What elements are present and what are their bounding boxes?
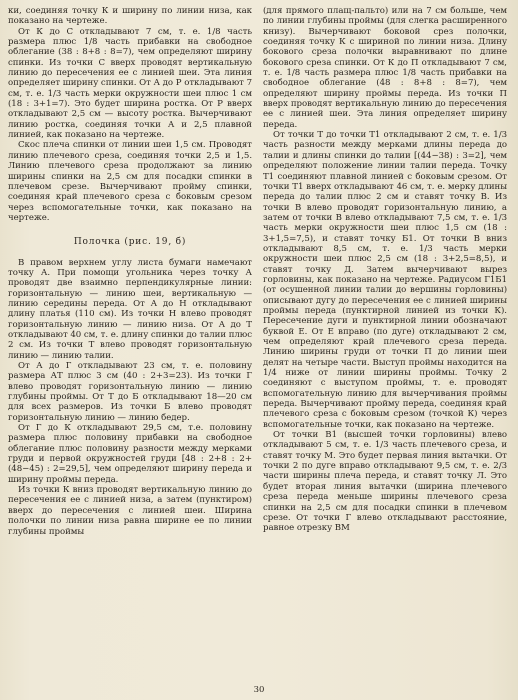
paragraph: От Г до К откладывают 29,5 см, т.е. половину размера плюс половину прибавки на свободное облегание плюс половину разности между мерками груди и первой окружностей груди [48 : 2+8 : 2+(48−45) : 2=29,5], чем определяют ширину переда и ширину проймы переда. (8, 423, 252, 485)
paragraph: От А до Г откладывают 23 см, т. е. половину размера АТ плюс 3 см (40 : 2+3=23). Из точки Г влево проводят горизонтальную линию — линию глубины проймы. От Т до Б откладывают 18—20 см для всех размеров. Из точки Б влево проводят горизонтальную линию — линию бедер. (8, 361, 252, 423)
left-column (8, 6, 252, 537)
paragraph: От точки Т до точки Т1 откладывают 2 см, т. е. 1/3 часть разности между мерками длины переда до талии и длины спинки до талии [(44−38) : 3=2], чем определяют положение линии талии переда. Точку Т1 соединяют плавной линией с боковым срезом. От точки Т1 вверх откладывают 46 см, т. е. мерку длины переда до талии плюс 2 см и ставят точку В. Из точки В влево проводят горизонтальную линию, а затем от точки В влево откладывают 7,5 см, т. е. 1/3 часть мерки окружности шеи плюс 1,5 см (18 : 3+1,5=7,5), и ставят точку Б1. От точки В вниз откладывают 8,5 см, т. е. 1/3 часть мерки окружности шеи плюс 2,5 см (18 : 3+2,5=8,5), и ставят точку Д. Затем вычерчивают вырез горловины, как показано на чертеже. Радиусом Г1Б1 (от осушенной линии талии до вершины горловины) описывают дугу до пересечения ее с линией ширины проймы переда (пунктирной линией из точки К). Пересечение дуги и пунктирной линии обозначают буквой Е. От Е вправо (по дуге) откладывают 2 см, чем определяют край плечевого среза переда. Линию ширины груди от точки П до линии шеи делят на четыре части. Выступ проймы находится на 1/4 ниже от линии ширины проймы. Точку 2 соединяют с выступом проймы, т. е. проводят вспомогательную линию для вычерчивания проймы переда. Вычерчивают пройму переда, соединяя край плечевого среза с боковым срезом (точкой К) через вспомогательные точки, как показано на чертеже. (263, 130, 507, 430)
paragraph: От К до С откладывают 7 см, т. е. 1/8 часть размера плюс 1/8 часть прибавки на свободное облегание (38 : 8+8 : 8=7), чем определяют ширину спинки. Из точки С вверх проводят вертикальную линию до пересечения ее с линией шеи. Эта линия определяет ширину спинки. От А до Р откладывают 7 см, т. е. 1/3 часть мерки окружности шеи плюс 1 см (18 : 3+1=7). Это будет ширина ростка. От Р вверх откладывают 2,5 см — высоту ростка. Вычерчивают линию ростка, соединяя точки А и 2,5 плавной линией, как показано на чертеже. (8, 26, 252, 141)
paragraph: Из точки К вниз проводят вертикальную линию до пересечения ее с линией низа, а затем (пунктиром) вверх до пересечения с линией шеи. Ширина полочки по линии низа равна ширине ее по линии глубины проймы (8, 485, 252, 537)
right-column (263, 6, 507, 534)
paragraph: От точки В1 (высшей точки горловины) влево откладывают 5 см, т. е. 1/3 часть плечевого среза, и ставят точку М. Это будет первая линия вытачки. От точки 2 по дуге вправо откладывают 9,5 см, т. е. 2/3 части ширины плеча переда, и ставят точку Л. Это будет вторая линия вытачки (ширина плечевого среза переда меньше ширины плечевого среза спинки на 2,5 см для посадки спинки в плечевом срезе. От точки Г влево откладывают расстояние, равное отрезку ВМ (263, 430, 507, 534)
paragraph: В правом верхнем углу листа бумаги намечают точку А. При помощи угольника через точку А проводят две взаимно перпендикулярные линии: горизонтальную — линию шеи, вертикальную — линию середины переда. От А до Н откладывают длину платья (110 см). Из точки Н влево проводят горизонтальную линию — линию низа. От А до Т откладывают 40 см, т. е. длину спинки до талии плюс 2 см. Из точки Т влево проводят горизонтальную линию — линию талии. (8, 257, 252, 361)
paragraph: Скос плеча спинки от линии шеи 1,5 см. Проводят линию плечевого среза, соединяя точки 2,5 и 1,5. Линию плечевого среза продолжают за линию ширины спинки на 2,5 см для посадки спинки в плечевом срезе. Вычерчивают пройму спинки, соединяя край плечевого среза с боковым срезом через вспомогательные точки, как показано на чертеже. (8, 140, 252, 223)
section-heading: Полочка (рис. 19, б) (73, 237, 187, 248)
page-number: 30 (253, 685, 265, 695)
paragraph: (для прямого плащ-пальто) или на 7 см больше, чем по линии глубины проймы (для слегка расширенного книзу). Вычерчивают боковой срез полочки, соединяя точку К с шириной по линии низа. Длину бокового среза полочки выравнивают по длине бокового среза спинки. От К до П откладывают 7 см, т. е. 1/8 часть размера плюс 1/8 часть прибавки на свободное облегание (48 : 8+8 : 8=7), чем определяют ширину проймы переда. Из точки П вверх проводят вертикальную линию до пересечения ее с линией шеи. Эта линия определяет ширину переда. (263, 6, 507, 130)
paragraph: ки, соединяя точку К и ширину по линии низа, как показано на чертеже. (8, 6, 252, 27)
